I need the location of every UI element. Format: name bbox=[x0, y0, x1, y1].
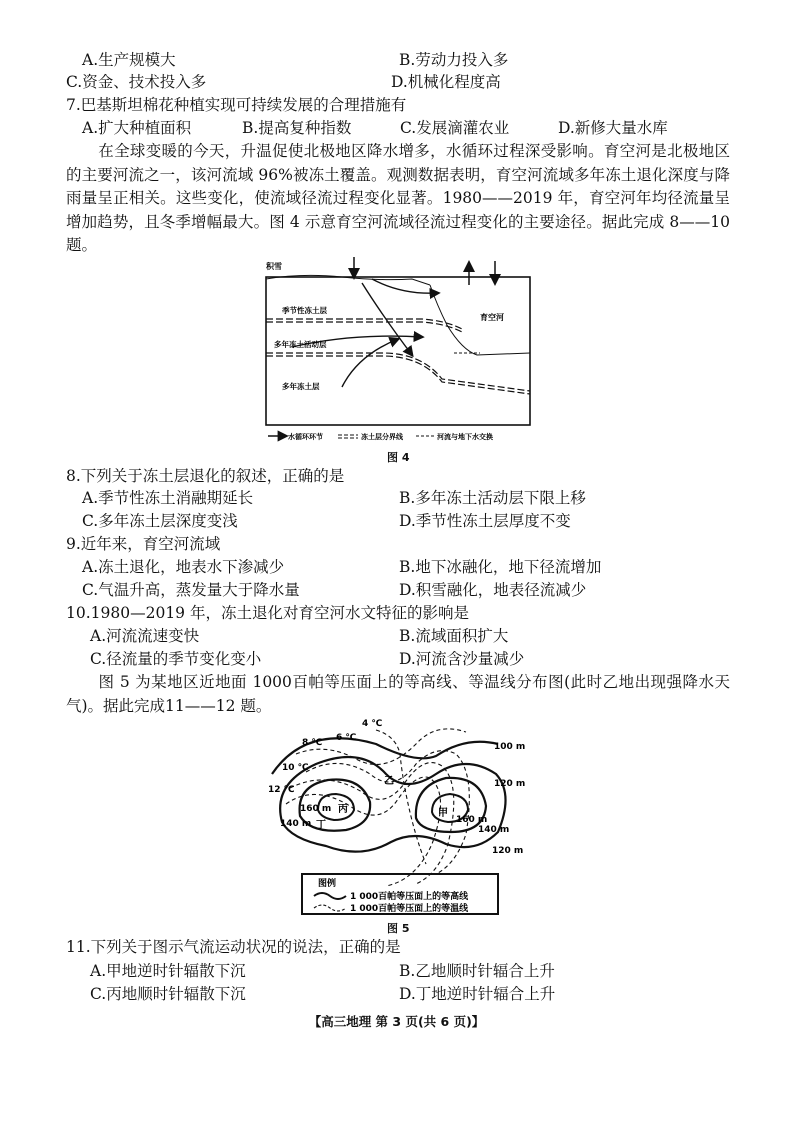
q9-option-c: C.气温升高，蒸发量大于降水量 bbox=[82, 581, 300, 599]
q7-option-d: D.新修大量水库 bbox=[558, 119, 668, 137]
q6-option-c: C.资金、技术投入多 bbox=[66, 73, 207, 91]
q8-option-d: D.季节性冻土层厚度不变 bbox=[399, 512, 571, 530]
q10-option-a: A.河流流速变快 bbox=[90, 627, 200, 645]
passage-2-text: 图 5 为某地区近地面 1000百帕等压面上的等高线、等温线分布图(此时乙地出现强降水天气)。据此完成11——12 题。 bbox=[66, 673, 730, 715]
q11-stem: 11.下列关于图示气流运动状况的说法，正确的是 bbox=[66, 938, 401, 956]
fig4-label-permafrost: 多年冻土层 bbox=[282, 382, 320, 391]
q10-option-d: D.河流含沙量减少 bbox=[399, 650, 525, 668]
fig4-label-river: 育空河 bbox=[480, 313, 504, 322]
fig5-place-jia: 甲 bbox=[438, 808, 448, 819]
fig4-legend-boundary: 冻土层分界线 bbox=[361, 433, 403, 441]
q10-stem: 10.1980—2019 年，冻土退化对育空河水文特征的影响是 bbox=[66, 604, 469, 622]
passage-1-text: 在全球变暖的今天，升温促使北极地区降水增多，水循环过程深受影响。育空河是北极地区的主要河流之一，该河流域 96%被冻土覆盖。观测数据表明，育空河流域多年冻土退化深度与降雨量呈正相关。这些变化，使流域径流过程变化显著。1980——2019 年，育空河年均径流量呈增加趋势，且冬季增幅最大。图 4 示意育空河流域径流过程变化的主要途径。据此完成 8——10 题。 bbox=[66, 142, 730, 254]
fig4-legend-flow: 水循环环节 bbox=[288, 433, 323, 441]
fig5-t6: 6 ℃ bbox=[336, 733, 357, 743]
q10-option-c: C.径流量的季节变化变小 bbox=[90, 650, 262, 668]
fig4-label-snow: 积雪 bbox=[266, 262, 282, 271]
fig5-h120a: 120 m bbox=[494, 779, 526, 789]
q7-option-c: C.发展滴灌农业 bbox=[400, 119, 510, 137]
q11-option-d: D.丁地逆时针辐合上升 bbox=[399, 985, 556, 1003]
q8-stem: 8.下列关于冻土层退化的叙述，正确的是 bbox=[66, 467, 345, 485]
fig5-legend-isotherm: 1 000百帕等压面上的等温线 bbox=[350, 904, 469, 914]
figure-5 bbox=[266, 714, 528, 919]
figure-5-diagram bbox=[266, 714, 528, 919]
q9-option-a: A.冻土退化，地表水下渗减少 bbox=[82, 558, 285, 576]
q7-stem: 7.巴基斯坦棉花种植实现可持续发展的合理措施有 bbox=[66, 96, 407, 114]
fig5-legend-contour: 1 000百帕等压面上的等高线 bbox=[350, 892, 469, 902]
figure-5-caption: 图 5 bbox=[387, 922, 410, 935]
fig5-legend-title: 图例 bbox=[318, 879, 337, 889]
fig5-place-yi: 乙 bbox=[384, 776, 394, 787]
passage-1 bbox=[66, 140, 730, 258]
q9-option-d: D.积雪融化，地表径流减少 bbox=[399, 581, 587, 599]
fig5-t8: 8 ℃ bbox=[302, 738, 323, 748]
fig5-h140a: 140 m bbox=[280, 819, 312, 829]
fig5-h160a: 160 m bbox=[300, 804, 332, 814]
fig5-place-bing: 丙 bbox=[338, 804, 348, 815]
fig5-h120b: 120 m bbox=[492, 846, 524, 856]
q7-option-a: A.扩大种植面积 bbox=[82, 119, 192, 137]
q8-option-c: C.多年冻土层深度变浅 bbox=[82, 512, 238, 530]
q11-option-b: B.乙地顺时针辐合上升 bbox=[399, 962, 555, 980]
figure-4-diagram bbox=[262, 255, 534, 455]
fig4-legend-exchange: 河流与地下水交换 bbox=[437, 433, 493, 441]
q7-option-b: B.提高复种指数 bbox=[242, 119, 352, 137]
fig5-h160b: 160 m bbox=[456, 815, 488, 825]
q8-option-b: B.多年冻土活动层下限上移 bbox=[399, 489, 586, 507]
q10-option-b: B.流域面积扩大 bbox=[399, 627, 509, 645]
q11-option-c: C.丙地顺时针辐散下沉 bbox=[90, 985, 246, 1003]
page-footer: 【高三地理 第 3 页(共 6 页)】 bbox=[308, 1014, 485, 1029]
fig5-t12: 12 ℃ bbox=[268, 785, 295, 795]
q9-stem: 9.近年来，育空河流域 bbox=[66, 535, 221, 553]
q9-option-b: B.地下冰融化，地下径流增加 bbox=[399, 558, 602, 576]
figure-4 bbox=[262, 255, 534, 455]
fig4-label-active: 多年冻土活动层 bbox=[274, 340, 327, 349]
figure-4-caption: 图 4 bbox=[387, 451, 410, 464]
passage-2 bbox=[66, 671, 730, 718]
fig5-t4: 4 ℃ bbox=[362, 719, 383, 729]
q6-option-d: D.机械化程度高 bbox=[391, 73, 501, 91]
q11-option-a: A.甲地逆时针辐散下沉 bbox=[90, 962, 246, 980]
q6-option-a: A.生产规模大 bbox=[82, 51, 176, 69]
q6-option-b: B.劳动力投入多 bbox=[399, 51, 509, 69]
q8-option-a: A.季节性冻土消融期延长 bbox=[82, 489, 254, 507]
fig5-place-ding: 丁 bbox=[316, 820, 326, 831]
fig4-label-seasonal: 季节性冻土层 bbox=[282, 306, 327, 315]
fig5-h100: 100 m bbox=[494, 742, 526, 752]
fig5-t10: 10 ℃ bbox=[282, 763, 309, 773]
fig5-h140b: 140 m bbox=[478, 825, 510, 835]
